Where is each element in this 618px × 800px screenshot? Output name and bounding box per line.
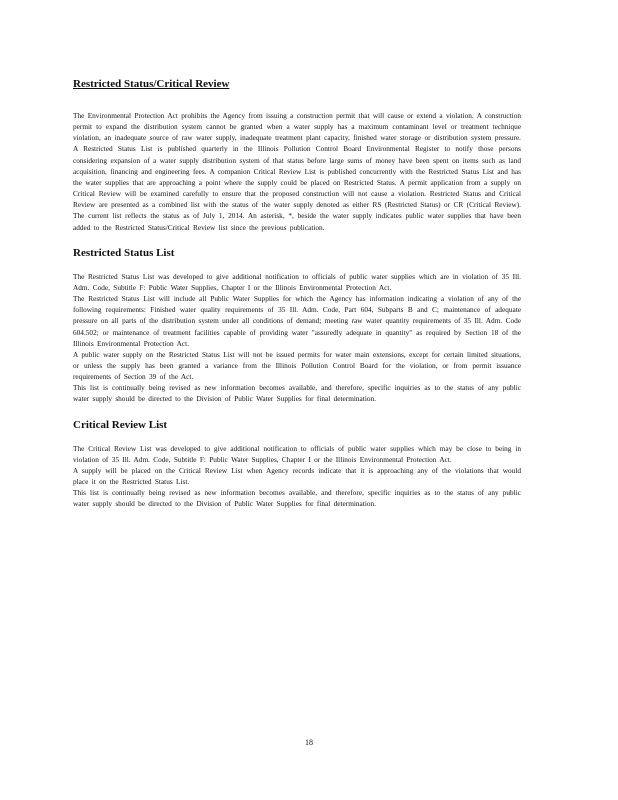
document-title: Restricted Status/Critical Review: [73, 78, 230, 90]
intro-paragraph: The Environmental Protection Act prohibits the Agency from issuing a construction permit that will cause or extend a violation. A construction permit to expand the distribution system cannot be granted when a water supply has a maximum contaminant level or treatment technique violation, an inadequate source of raw water supply, inadequate treatment plant capacity, finished water storage or distribution system pressure. A Restricted Status List is published quarterly in the Illinois Pollution Control Board Environmental Register to notify those persons considering expansion of a water supply distribution system of that status before large sums of money have been spent on items such as land acquisition, financing and engineering fees. A companion Critical Review List is published concurrently with the Restricted Status List and has the water supplies that are approaching a point where the supply could be placed on Restricted Status. A permit application from a supply on Critical Review will be examined carefully to ensure that the proposed construction will not cause a violation. Restricted Status and Critical Review are presented as a combined list with the status of the water supply denoted as either RS (Restricted Status) or CR (Critical Review). The current list reflects the status as of July 1, 2014. An asterisk, *, beside the water supply indicates public water supplies that have been added to the Restricted Status/Critical Review list since the previous publication.: [73, 111, 521, 232]
critical-review-paragraph-2: A supply will be placed on the Critical Review List when Agency records indicate that it is approaching any of the violations that would place it on the Restricted Status List.: [73, 465, 521, 487]
intro-section: [73, 110, 521, 233]
restricted-status-paragraph-2: The Restricted Status List will include all Public Water Supplies for which the Agency has information indicating a violation of any of the following requirements: Finished water quality requirements of 35 Ill. Adm. Code, Part 604, Subparts B and C; maintenance of adequate pressure on all parts of the distribution system under all conditions of demand; meeting raw water quantity requirements of 35 Ill. Adm. Code 604.502; or maintenance of treatment facilities capable of providing water "assuredly adequate in quantity" as required by Section 18 of the Illinois Environmental Protection Act.: [73, 294, 521, 348]
critical-review-section: [73, 419, 521, 510]
restricted-status-paragraph-4: This list is continually being revised as new information becomes available, and therefore, specific inquiries as to the status of any public water supply should be directed to the Division of Public Water Supplies for final determination.: [73, 383, 521, 404]
restricted-status-heading: Restricted Status List: [73, 246, 175, 259]
critical-review-paragraph-1: The Critical Review List was developed to give additional notification to officials of public water supplies which may be close to being in violation of 35 Ill. Adm. Code, Subtitle F: Public Water Supplies, Chapter I or the Illinois Environmental Protection Act.: [73, 443, 521, 464]
critical-review-paragraph-3: This list is continually being revised as new information becomes available, and therefore, specific inquiries as to the status of any public water supply should be directed to the Division of Public Water Supplies for final determination.: [73, 488, 521, 509]
restricted-status-paragraph-1: The Restricted Status List was developed to give additional notification to officials of public water supplies which are in violation of 35 Ill. Adm. Code, Subtitle F: Public Water Supplies, Chapter I or the Illinois Environmental Protection Act.: [73, 271, 521, 292]
restricted-status-paragraph-3: A public water supply on the Restricted Status List will not be issued permits for water main extensions, except for certain limited situations, or unless the supply has been granted a variance from the Illinois Pollution Control Board for the violation, or from permit issuance requirements of Section 39 of the Act.: [73, 349, 521, 382]
critical-review-heading: Critical Review List: [73, 418, 168, 431]
document-body: [73, 74, 521, 510]
restricted-status-section: [73, 247, 521, 405]
page-number: 18: [305, 738, 313, 747]
